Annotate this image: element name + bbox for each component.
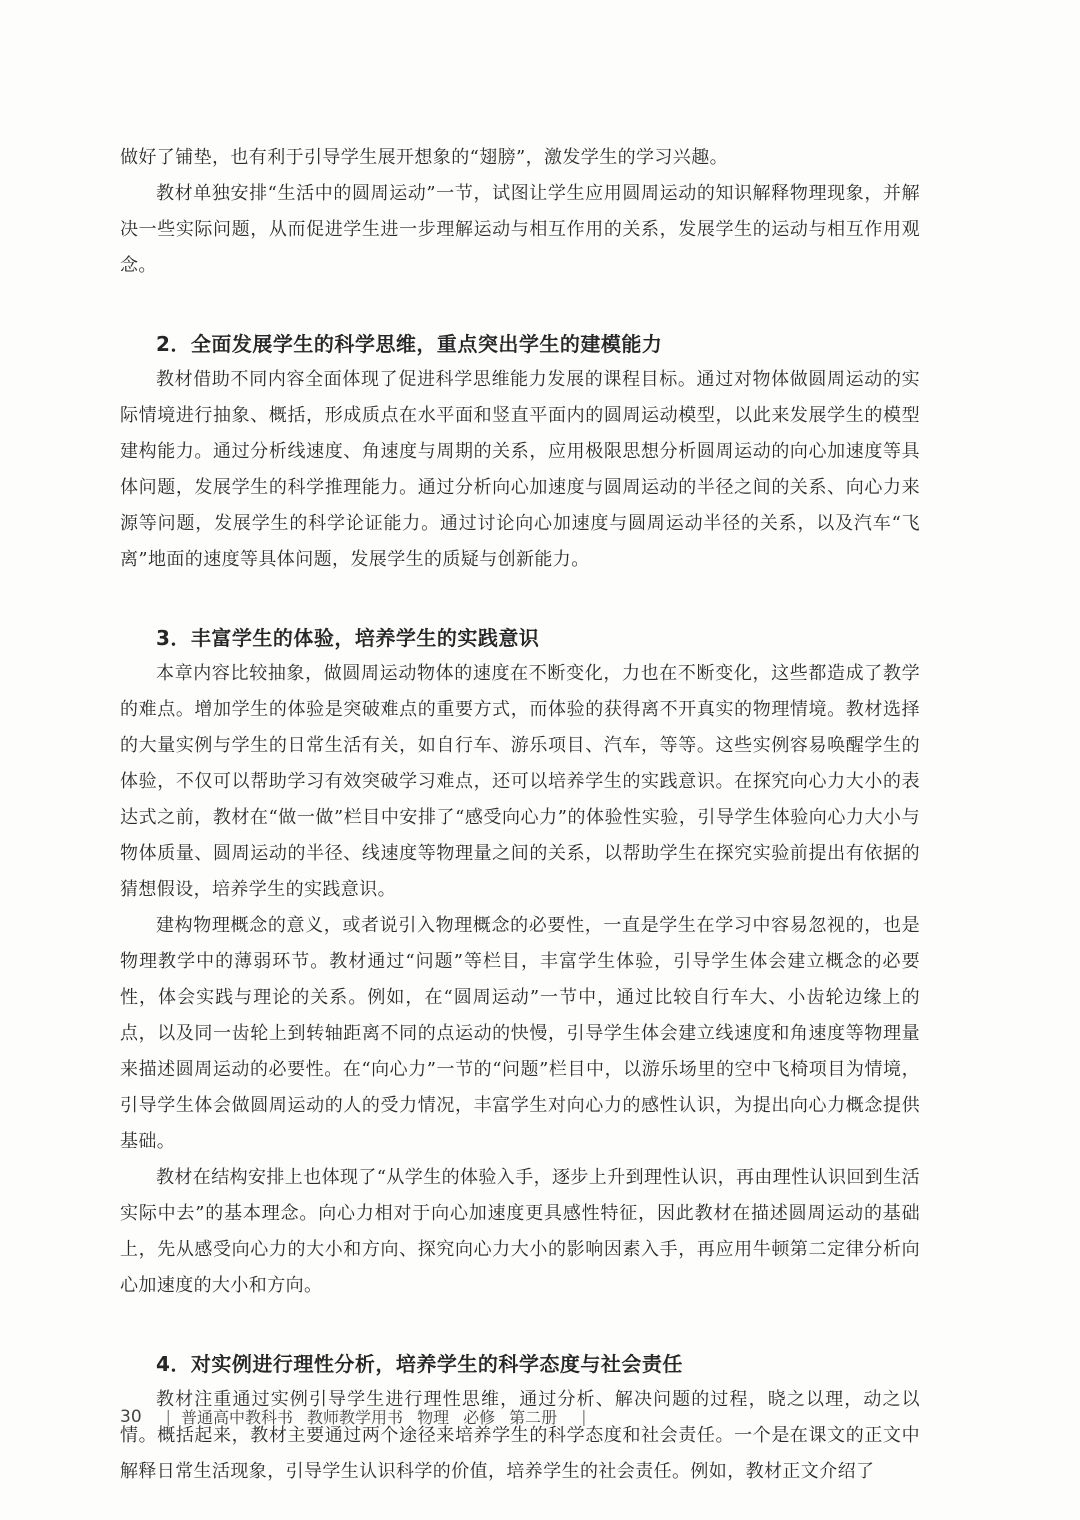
- section-heading: 2．全面发展学生的科学思维，重点突出学生的建模能力: [156, 332, 663, 356]
- page-footer: [120, 1405, 920, 1428]
- paragraph: 教材单独安排“生活中的圆周运动”一节，试图让学生应用圆周运动的知识解释物理现象，并解决一些实际问题，从而促进学生进一步理解运动与相互作用的关系，发展学生的运动与相互作用观念。: [120, 183, 920, 276]
- paragraph: 教材注重通过实例引导学生进行理性思维，通过分析、解决问题的过程，晓之以理，动之以情。概括起来，教材主要通过两个途径来培养学生的科学态度和社会责任。一个是在课文的正文中解释日常生活现象，引导学生认识科学的价值，培养学生的社会责任。例如，教材正文介绍了: [120, 1389, 920, 1482]
- section-heading: 3．丰富学生的体验，培养学生的实践意识: [156, 626, 540, 650]
- paragraph: 做好了铺垫，也有利于引导学生展开想象的“翅膀”，激发学生的学习兴趣。: [120, 147, 729, 168]
- footer-part: 第二册: [509, 1408, 558, 1427]
- footer-type: 必修: [463, 1408, 496, 1427]
- footer-separator: |: [165, 1407, 172, 1426]
- paragraph: 本章内容比较抽象，做圆周运动物体的速度在不断变化，力也在不断变化，这些都造成了教学的难点。增加学生的体验是突破难点的重要方式，而体验的获得离不开真实的物理情境。教材选择的大量实例与学生的日常生活有关，如自行车、游乐项目、汽车，等等。这些实例容易唤醒学生的体验，不仅可以帮助学习有效突破学习难点，还可以培养学生的实践意识。在探究向心力大小的表达式之前，教材在“做一做”栏目中安排了“感受向心力”的体验性实验，引导学生体验向心力大小与物体质量、圆周运动的半径、线速度等物理量之间的关系，以帮助学生在探究实验前提出有依据的猜想假设，培养学生的实践意识。: [120, 663, 920, 900]
- section-heading: 4．对实例进行理性分析，培养学生的科学态度与社会责任: [156, 1352, 683, 1376]
- page-number: 30: [120, 1406, 142, 1427]
- body-text: [120, 140, 920, 1490]
- paragraph: 建构物理概念的意义，或者说引入物理概念的必要性，一直是学生在学习中容易忽视的，也是物理教学中的薄弱环节。教材通过“问题”等栏目，丰富学生体验，引导学生体会建立概念的必要性，体会实践与理论的关系。例如，在“圆周运动”一节中，通过比较自行车大、小齿轮边缘上的点，以及同一齿轮上到转轴距离不同的点运动的快慢，引导学生体会建立线速度和角速度等物理量来描述圆周运动的必要性。在“向心力”一节的“问题”栏目中，以游乐场里的空中飞椅项目为情境，引导学生体会做圆周运动的人的受力情况，丰富学生对向心力的感性认识，为提出向心力概念提供基础。: [120, 915, 920, 1152]
- footer-book-title: 普通高中教科书: [181, 1408, 294, 1427]
- paragraph: 教材在结构安排上也体现了“从学生的体验入手，逐步上升到理性认识，再由理性认识回到生活实际中去”的基本理念。向心力相对于向心加速度更具感性特征，因此教材在描述圆周运动的基础上，先从感受向心力的大小和方向、探究向心力大小的影响因素入手，再应用牛顿第二定律分析向心加速度的大小和方向。: [120, 1167, 920, 1296]
- footer-separator: |: [581, 1407, 587, 1426]
- footer-subject: 物理: [417, 1408, 450, 1427]
- paragraph: 教材借助不同内容全面体现了促进科学思维能力发展的课程目标。通过对物体做圆周运动的实际情境进行抽象、概括，形成质点在水平面和竖直平面内的圆周运动模型，以此来发展学生的模型建构能力。通过分析线速度、角速度与周期的关系，应用极限思想分析圆周运动的向心加速度等具体问题，发展学生的科学推理能力。通过分析向心加速度与圆周运动的半径之间的关系、向心力来源等问题，发展学生的科学论证能力。通过讨论向心加速度与圆周运动半径的关系，以及汽车“飞离”地面的速度等具体问题，发展学生的质疑与创新能力。: [120, 369, 920, 570]
- footer-volume: 教师教学用书: [307, 1408, 404, 1427]
